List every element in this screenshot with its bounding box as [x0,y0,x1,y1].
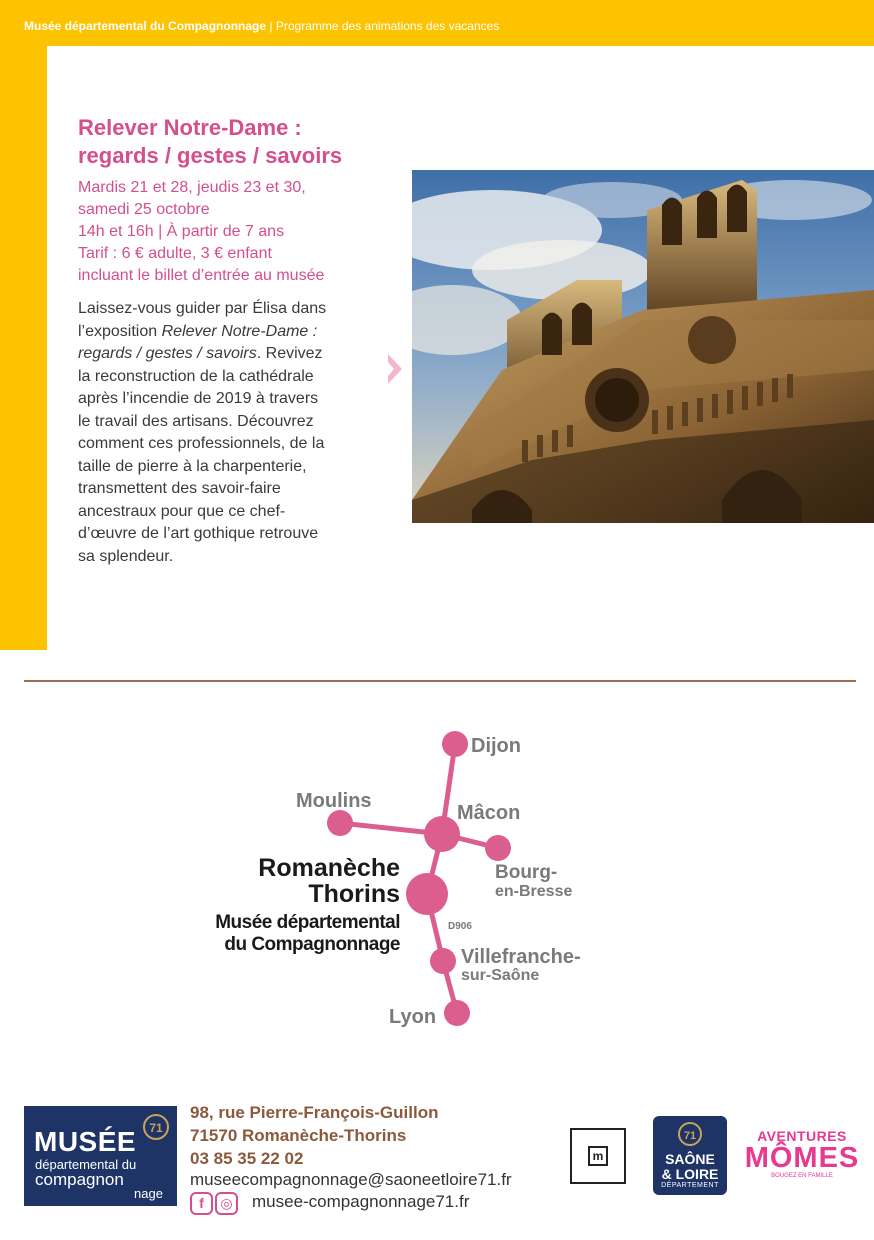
phone-number[interactable]: 03 85 35 22 02 [190,1149,304,1168]
header-separator: | [269,19,273,33]
saone-seal-number: 71 [683,1130,697,1142]
description-line: la reconstruction de la cathédrale [78,367,314,385]
left-accent-bar [0,46,47,650]
event-description [78,298,378,568]
description-line: ancestraux pour que ce chef- [78,502,286,520]
saone-line1: SAÔNE [665,1151,715,1167]
city-dijon: Dijon [471,735,521,757]
event-tarif-line1: Tarif : 6 € adulte, 3 € enfant [78,245,272,262]
chevron-right-icon [386,352,406,386]
exhibition-subtitle-italic: regards / gestes / savoirs [78,345,257,362]
saone-line2: & LOIRE [661,1166,719,1182]
description-text: l’exposition [78,322,162,340]
saone-et-loire-logo [653,1116,727,1195]
map-dot-villefranche [430,948,456,974]
description-line: après l’incendie de 2019 à travers [78,390,319,407]
city-bourg-line2: en-Bresse [495,883,573,900]
museum-logo [24,1106,177,1206]
event-title-line1: Relever Notre-Dame : [78,115,302,140]
map-dot-lyon [444,1000,470,1026]
city-villefranche-line2: sur-Saône [461,967,540,984]
description-line: d’œuvre de l’art gothique retrouve [78,525,319,542]
description-line: taille de pierre à la charpenterie, [78,457,307,475]
aventures-line2: MÔMES [744,1142,860,1174]
description-line: sa splendeur. [78,547,174,565]
musee-map-label [180,912,400,956]
aventures-momes-logo [744,1128,860,1179]
city-moulins: Moulins [296,790,372,812]
event-title-line2: regards / gestes / savoirs [78,143,343,168]
musee-map-line2: du Compagnonnage [224,934,400,955]
aventures-line3: BOUGEZ EN FAMILLE [771,1173,833,1179]
event-title [78,114,342,170]
description-line [78,343,378,366]
exhibition-title-italic: Relever Notre-Dame : [161,322,318,340]
instagram-icon[interactable]: ◎ [215,1192,238,1215]
city-villefranche-line1: Villefranche- [461,946,581,968]
header-text [24,19,499,33]
musee-map-line1: Musée départemental [215,912,400,933]
event-dates-line2: samedi 25 octobre [78,201,210,218]
logo-nage: nage [134,1186,163,1201]
header-museum-name: Musée départemental du Compagnonnage [24,19,267,33]
section-divider [24,680,856,682]
map-dot-bourg [485,835,511,861]
city-macon: Mâcon [457,802,521,824]
address-city: 71570 Romanèche-Thorins [190,1126,407,1145]
location-map [0,700,874,1040]
facebook-icon[interactable]: f [190,1192,213,1215]
seal-71-icon [653,1116,727,1150]
description-line: le travail des artisans. Découvrez [78,412,314,430]
social-icons [190,1192,238,1215]
event-tarif-line2: incluant le billet d’entrée au musée [78,267,325,284]
romaneche-label [180,855,400,907]
logo-musee-word: MUSÉE [34,1126,137,1157]
logo-m-letter: m [588,1146,608,1166]
city-bourg-line1: Bourg- [495,862,558,883]
event-times: 14h et 16h | À partir de 7 ans [78,223,285,240]
partner-logo-m [570,1128,626,1184]
event-dates-line1: Mardis 21 et 28, jeudis 23 et 30, [78,179,306,196]
event-info [78,177,324,287]
road-label: D906 [448,921,472,932]
seal-number: 71 [149,1121,163,1135]
description-line: transmettent des savoir-faire [78,480,281,497]
city-lyon: Lyon [389,1006,437,1028]
address-street: 98, rue Pierre-François-Guillon [190,1103,439,1122]
header-program: Programme des animations des vacances [275,19,500,33]
map-dot-macon [424,816,460,852]
map-dot-dijon [442,731,468,757]
map-dot-moulins [327,810,353,836]
map-dot-romaneche [406,873,448,915]
aventures-line1: AVENTURES [757,1128,847,1144]
cathedral-photo [412,170,874,523]
saone-line3: DÉPARTEMENT [661,1182,719,1189]
description-line: Laissez-vous guider par Élisa dans [78,300,327,317]
description-line [78,321,378,344]
logo-departemental: départemental du [35,1157,137,1172]
museum-address [190,1101,438,1170]
website-link[interactable]: musee-compagnonnage71.fr [252,1192,470,1211]
seal-71-icon [142,1112,170,1142]
header-bar [0,0,874,46]
description-line: comment ces professionnels, de la [78,435,325,452]
email-link[interactable]: museecompagnonnage@saoneetloire71.fr [190,1170,512,1189]
romaneche-line1: Romanèche [258,854,400,882]
romaneche-line2: Thorins [308,880,400,908]
logo-compagnon: compagnon [35,1170,124,1189]
description-text: . Revivez [256,345,323,362]
